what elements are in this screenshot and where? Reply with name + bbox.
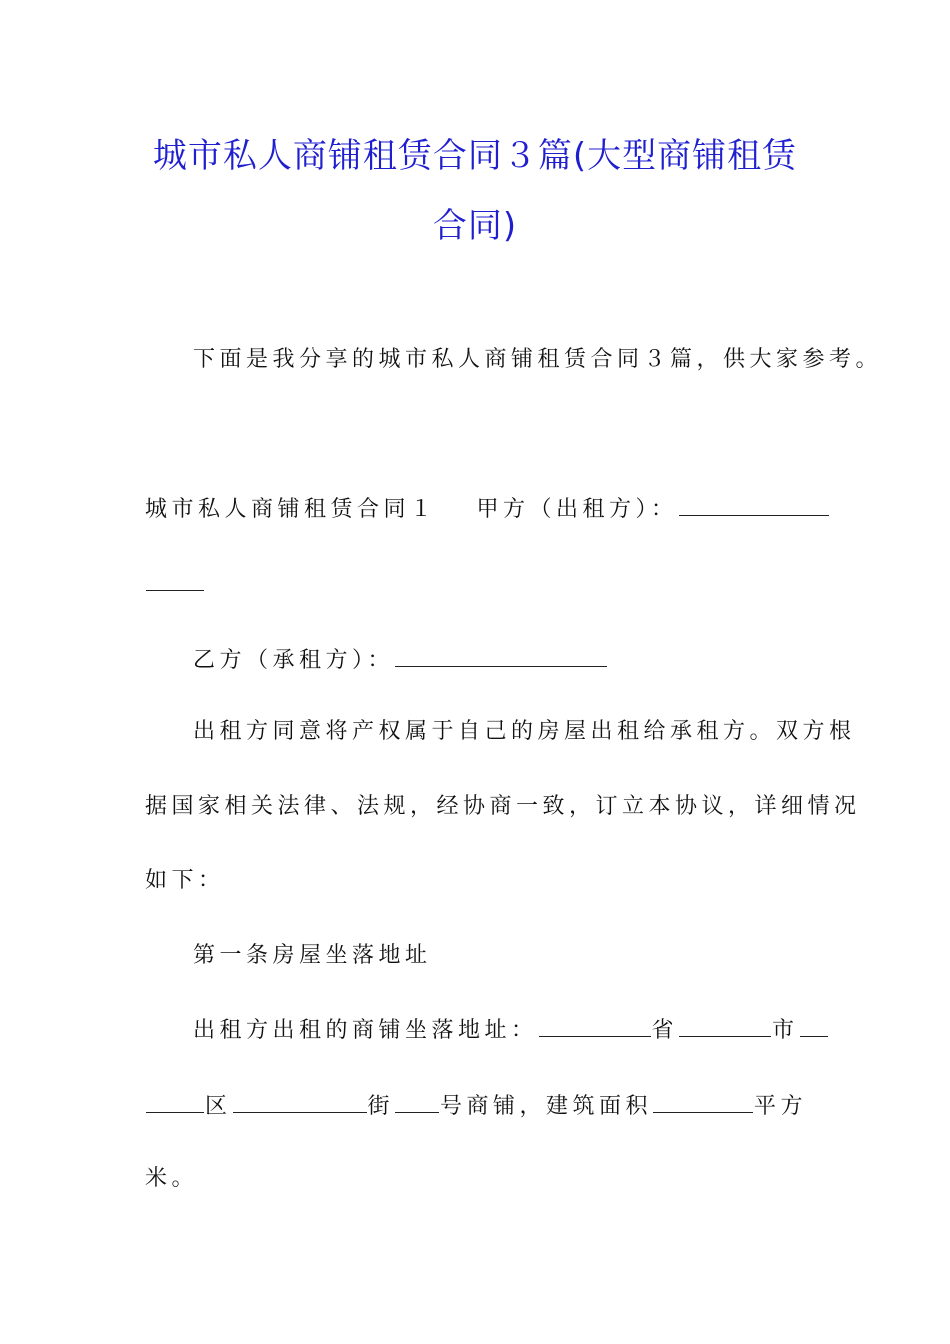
number-shop-label: 号商铺，建筑面积	[440, 1094, 653, 1119]
party-b-label: 乙方（承租方）：	[193, 648, 395, 673]
party-a-blank-continued	[145, 570, 205, 599]
address-line-1	[193, 1016, 829, 1045]
paragraph-1-line-3: 如下：	[145, 868, 225, 893]
paragraph-1-line-1: 出租方同意将产权属于自己的房屋出租给承租方。双方根	[193, 719, 856, 744]
contract-1-heading-line	[145, 495, 830, 524]
province-label: 省	[651, 1018, 679, 1043]
contract-heading: 城市私人商铺租赁合同１	[145, 497, 437, 522]
address-prefix: 出租方出租的商铺坐落地址：	[193, 1018, 538, 1043]
party-b-blank	[395, 646, 607, 667]
area-blank	[653, 1092, 753, 1113]
district-blank	[146, 1092, 204, 1113]
district-label: 区	[205, 1094, 232, 1119]
party-a-blank	[679, 495, 829, 516]
address-line-3: 米。	[145, 1166, 199, 1191]
article-1-title: 第一条房屋坐落地址	[193, 943, 432, 968]
party-b-line	[193, 646, 608, 675]
party-a-label: 甲方（出租方）：	[476, 497, 678, 522]
intro-paragraph: 下面是我分享的城市私人商铺租赁合同３篇，供大家参考。	[193, 347, 883, 372]
city-label: 市	[772, 1018, 799, 1043]
party-a-blank-2	[146, 570, 204, 591]
document-title-line-2: 合同)	[432, 206, 518, 246]
paragraph-1-line-2: 据国家相关法律、法规，经协商一致，订立本协议，详细情况	[145, 794, 861, 819]
street-label: 街	[367, 1094, 395, 1119]
street-blank	[233, 1092, 367, 1113]
area-unit-label: 平方	[754, 1094, 808, 1119]
district-blank-start	[800, 1016, 828, 1037]
address-line-2	[145, 1092, 807, 1121]
city-blank	[679, 1016, 771, 1037]
province-blank	[539, 1016, 651, 1037]
number-blank	[395, 1092, 439, 1113]
document-title-line-1: 城市私人商铺租赁合同３篇(大型商铺租赁	[152, 136, 798, 176]
